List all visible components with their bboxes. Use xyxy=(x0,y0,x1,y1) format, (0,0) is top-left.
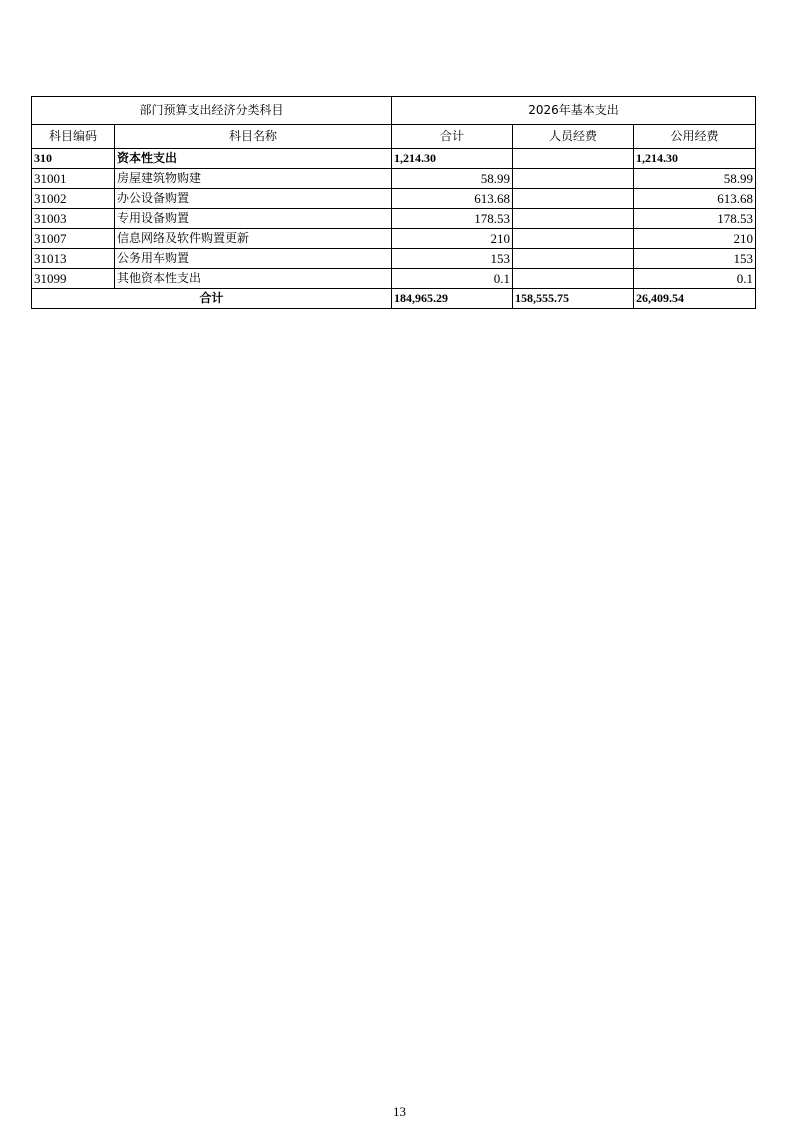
header-total: 合计 xyxy=(392,125,513,149)
row-name: 房屋建筑物购建 xyxy=(115,169,392,189)
category-name: 资本性支出 xyxy=(115,149,392,169)
category-total: 1,214.30 xyxy=(392,149,513,169)
row-name: 办公设备购置 xyxy=(115,189,392,209)
row-public: 153 xyxy=(634,249,756,269)
grand-total-label: 合计 xyxy=(32,289,392,309)
grand-total-public: 26,409.54 xyxy=(634,289,756,309)
row-code: 31002 xyxy=(32,189,115,209)
row-name: 专用设备购置 xyxy=(115,209,392,229)
row-personnel xyxy=(513,269,634,289)
grand-total-row xyxy=(32,289,756,309)
header-group-row xyxy=(32,97,756,125)
table-row xyxy=(32,229,756,249)
table-row xyxy=(32,189,756,209)
page-number: 13 xyxy=(393,1104,406,1119)
row-name: 信息网络及软件购置更新 xyxy=(115,229,392,249)
row-total: 210 xyxy=(392,229,513,249)
header-basic-expenditure: 2026年基本支出 xyxy=(392,97,756,125)
row-name: 其他资本性支出 xyxy=(115,269,392,289)
row-personnel xyxy=(513,209,634,229)
header-economic-classification: 部门预算支出经济分类科目 xyxy=(32,97,392,125)
row-total: 0.1 xyxy=(392,269,513,289)
row-personnel xyxy=(513,249,634,269)
row-code: 31007 xyxy=(32,229,115,249)
row-public: 58.99 xyxy=(634,169,756,189)
table-row xyxy=(32,169,756,189)
row-code: 31001 xyxy=(32,169,115,189)
category-personnel xyxy=(513,149,634,169)
row-code: 31003 xyxy=(32,209,115,229)
category-code: 310 xyxy=(32,149,115,169)
row-total: 153 xyxy=(392,249,513,269)
row-name: 公务用车购置 xyxy=(115,249,392,269)
row-code: 31013 xyxy=(32,249,115,269)
grand-total-personnel: 158,555.75 xyxy=(513,289,634,309)
row-public: 178.53 xyxy=(634,209,756,229)
table-row xyxy=(32,269,756,289)
row-public: 613.68 xyxy=(634,189,756,209)
header-subject-name: 科目名称 xyxy=(115,125,392,149)
row-personnel xyxy=(513,169,634,189)
header-columns-row xyxy=(32,125,756,149)
row-total: 178.53 xyxy=(392,209,513,229)
table-row xyxy=(32,209,756,229)
row-personnel xyxy=(513,189,634,209)
row-total: 58.99 xyxy=(392,169,513,189)
header-public-expense: 公用经费 xyxy=(634,125,756,149)
category-public: 1,214.30 xyxy=(634,149,756,169)
category-row xyxy=(32,149,756,169)
row-personnel xyxy=(513,229,634,249)
row-total: 613.68 xyxy=(392,189,513,209)
budget-table xyxy=(31,96,756,309)
row-code: 31099 xyxy=(32,269,115,289)
table-row xyxy=(32,249,756,269)
row-public: 0.1 xyxy=(634,269,756,289)
header-subject-code: 科目编码 xyxy=(32,125,115,149)
grand-total-total: 184,965.29 xyxy=(392,289,513,309)
row-public: 210 xyxy=(634,229,756,249)
header-personnel-expense: 人员经费 xyxy=(513,125,634,149)
